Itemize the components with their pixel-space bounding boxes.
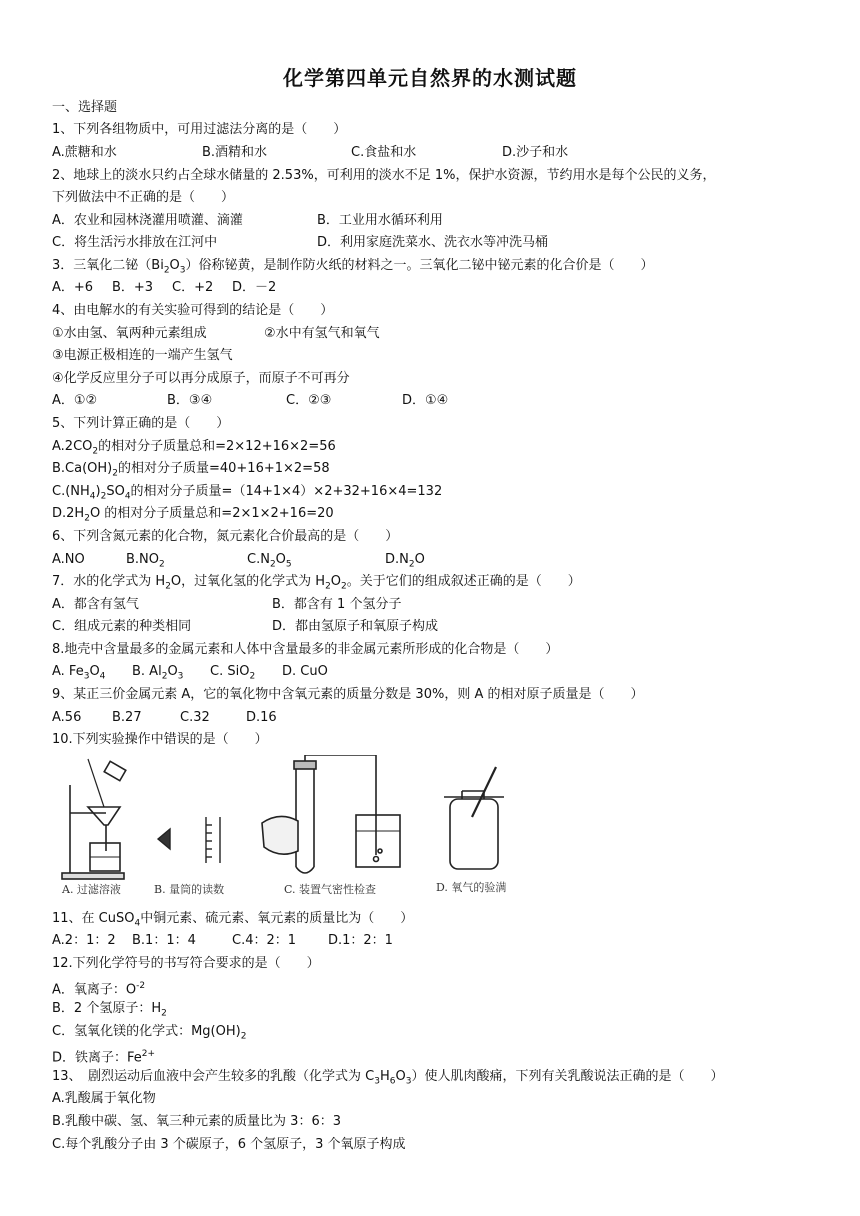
option-a: A.NO	[52, 552, 85, 567]
option-b: B.27	[112, 710, 142, 725]
question-13: 13、 剧烈运动后血液中会产生较多的乳酸（化学式为 $C_3H_6O_3$）使人肌肉酸痛，下列有关乳酸说法正确的是（ ）	[52, 1069, 724, 1087]
gas-jar-icon	[444, 767, 504, 869]
option-c: C. SiO$_2$	[210, 664, 256, 682]
caption-c: C. 装置气密性检查	[284, 883, 377, 896]
graduated-cylinder-icon	[158, 817, 220, 863]
option-c: C.4：2：1	[232, 933, 297, 948]
option-a: A．+6	[52, 280, 94, 295]
option-c: C．②③	[286, 393, 332, 408]
caption-b: B. 量筒的读数	[154, 883, 225, 896]
caption-a: A. 过滤溶液	[62, 883, 121, 896]
option-c: $C.N_2O_5$	[247, 552, 292, 570]
statement-4: ④化学反应里分子可以再分成原子，而原子不可再分	[52, 371, 350, 386]
option-a: A.蔗糖和水	[52, 145, 117, 160]
question-5: 5、下列计算正确的是（ ）	[52, 416, 230, 431]
option-a: A．农业和园林浇灌用喷灌、滴灌	[52, 213, 243, 228]
option-b: B．③④	[167, 393, 213, 408]
option-b: B．工业用水循环利用	[317, 213, 443, 228]
option-c: C．组成元素的种类相同	[52, 619, 192, 634]
option-d: D. CuO	[282, 664, 328, 679]
option-a: A.2：1：2	[52, 933, 116, 948]
option-a: A．①②	[52, 393, 98, 408]
option-b: B. $Al_2O_3$	[132, 664, 184, 682]
option-b: $B.NO_2$	[126, 552, 165, 570]
filtration-apparatus-icon	[62, 759, 126, 879]
option-a: A．氧离子：$O^{-2}$	[52, 981, 146, 998]
option-a: $A.2CO_2$的相对分子质量总和=2×12+16×2=56	[52, 439, 336, 457]
option-b: B．+3	[112, 280, 154, 295]
option-c: C．氢氧化镁的化学式：$Mg(OH)_2$	[52, 1024, 247, 1042]
section-heading: 一、选择题	[52, 100, 118, 115]
option-b: B.1：1：4	[132, 933, 196, 948]
option-a: A.56	[52, 710, 82, 725]
option-d: D．①④	[402, 393, 449, 408]
question-9: 9、某正三价金属元素 A，它的氧化物中含氧元素的质量分数是 30%，则 A 的相对原子质量是（ ）	[52, 687, 644, 702]
option-c: C．+2	[172, 280, 214, 295]
question-1: 1、下列各组物质中，可用过滤法分离的是（ ）	[52, 122, 347, 137]
option-a: A.乳酸属于氧化物	[52, 1091, 156, 1106]
statement-1: ①水由氢、氧两种元素组成	[52, 326, 207, 341]
statement-3: ③电源正极相连的一端产生氢气	[52, 348, 233, 363]
option-a: A．都含有氢气	[52, 597, 139, 612]
question-6: 6、下列含氮元素的化合物，氮元素化合价最高的是（ ）	[52, 529, 399, 544]
option-d: D.沙子和水	[502, 145, 569, 160]
option-d: $D.2H_2O$ 的相对分子质量总和=2×1×2+16=20	[52, 506, 334, 524]
airtightness-check-icon	[262, 755, 400, 873]
option-b: B.乳酸中碳、氢、氧三种元素的质量比为 3：6：3	[52, 1114, 341, 1129]
question-11: 11、在 CuSO$_4$中铜元素、硫元素、氧元素的质量比为（ ）	[52, 911, 414, 929]
question-10: 10.下列实验操作中错误的是（ ）	[52, 732, 268, 747]
option-a: A. $Fe_3O_4$	[52, 664, 106, 682]
question-7: 7．水的化学式为 $H_2O$，过氧化氢的化学式为 $H_2O_2$。关于它们的组成叙述正确的是（ ）	[52, 574, 581, 592]
option-c: C.32	[180, 710, 210, 725]
option-d: D．－2	[232, 280, 277, 295]
question-12: 12.下列化学符号的书写符合要求的是（ ）	[52, 956, 320, 971]
question-8: 8.地壳中含量最多的金属元素和人体中含量最多的非金属元素所形成的化合物是（ ）	[52, 642, 559, 657]
option-d: D．都由氢原子和氧原子构成	[272, 619, 439, 634]
caption-d: D. 氧气的验满	[436, 881, 507, 894]
statement-2: ②水中有氢气和氧气	[264, 326, 380, 341]
option-b: B．2 个氢原子：$H_2$	[52, 1001, 167, 1019]
question-3: 3．三氧化二铋$(Bi_2O_3)$俗称铋黄，是制作防火纸的材料之一。三氧化二铋中铋元素的化合价是（ ）	[52, 258, 654, 276]
page-title: 化学第四单元自然界的水测试题	[283, 66, 577, 90]
question-2-cont: 下列做法中不正确的是（ ）	[52, 190, 235, 205]
option-c: C.食盐和水	[351, 145, 417, 160]
option-c: $C.(NH_4)_2SO_4$的相对分子质量=（14+1×4）×2+32+16×4=132	[52, 484, 443, 502]
option-b: B.酒精和水	[202, 145, 268, 160]
option-d: $D.N_2O$	[385, 552, 425, 570]
option-d: D.16	[246, 710, 277, 725]
option-c: C．将生活污水排放在江河中	[52, 235, 218, 250]
option-c: C.每个乳酸分子由 3 个碳原子，6 个氢原子，3 个氧原子构成	[52, 1137, 406, 1152]
question-4: 4、由电解水的有关实验可得到的结论是（ ）	[52, 303, 334, 318]
option-b: B．都含有 1 个氢分子	[272, 597, 402, 612]
option-d: D．铁离子：$Fe^{2+}$	[52, 1049, 156, 1066]
lab-operations-figure	[58, 755, 538, 900]
option-d: D．利用家庭洗菜水、洗衣水等冲洗马桶	[317, 235, 549, 250]
question-2: 2、地球上的淡水只约占全球水储量的 2.53%，可利用的淡水不足 1%，保护水资源，节约用水是每个公民的义务，	[52, 168, 716, 183]
option-b: $B.Ca(OH)_2$的相对分子质量=40+16+1×2=58	[52, 461, 330, 479]
option-d: D.1：2：1	[328, 933, 393, 948]
